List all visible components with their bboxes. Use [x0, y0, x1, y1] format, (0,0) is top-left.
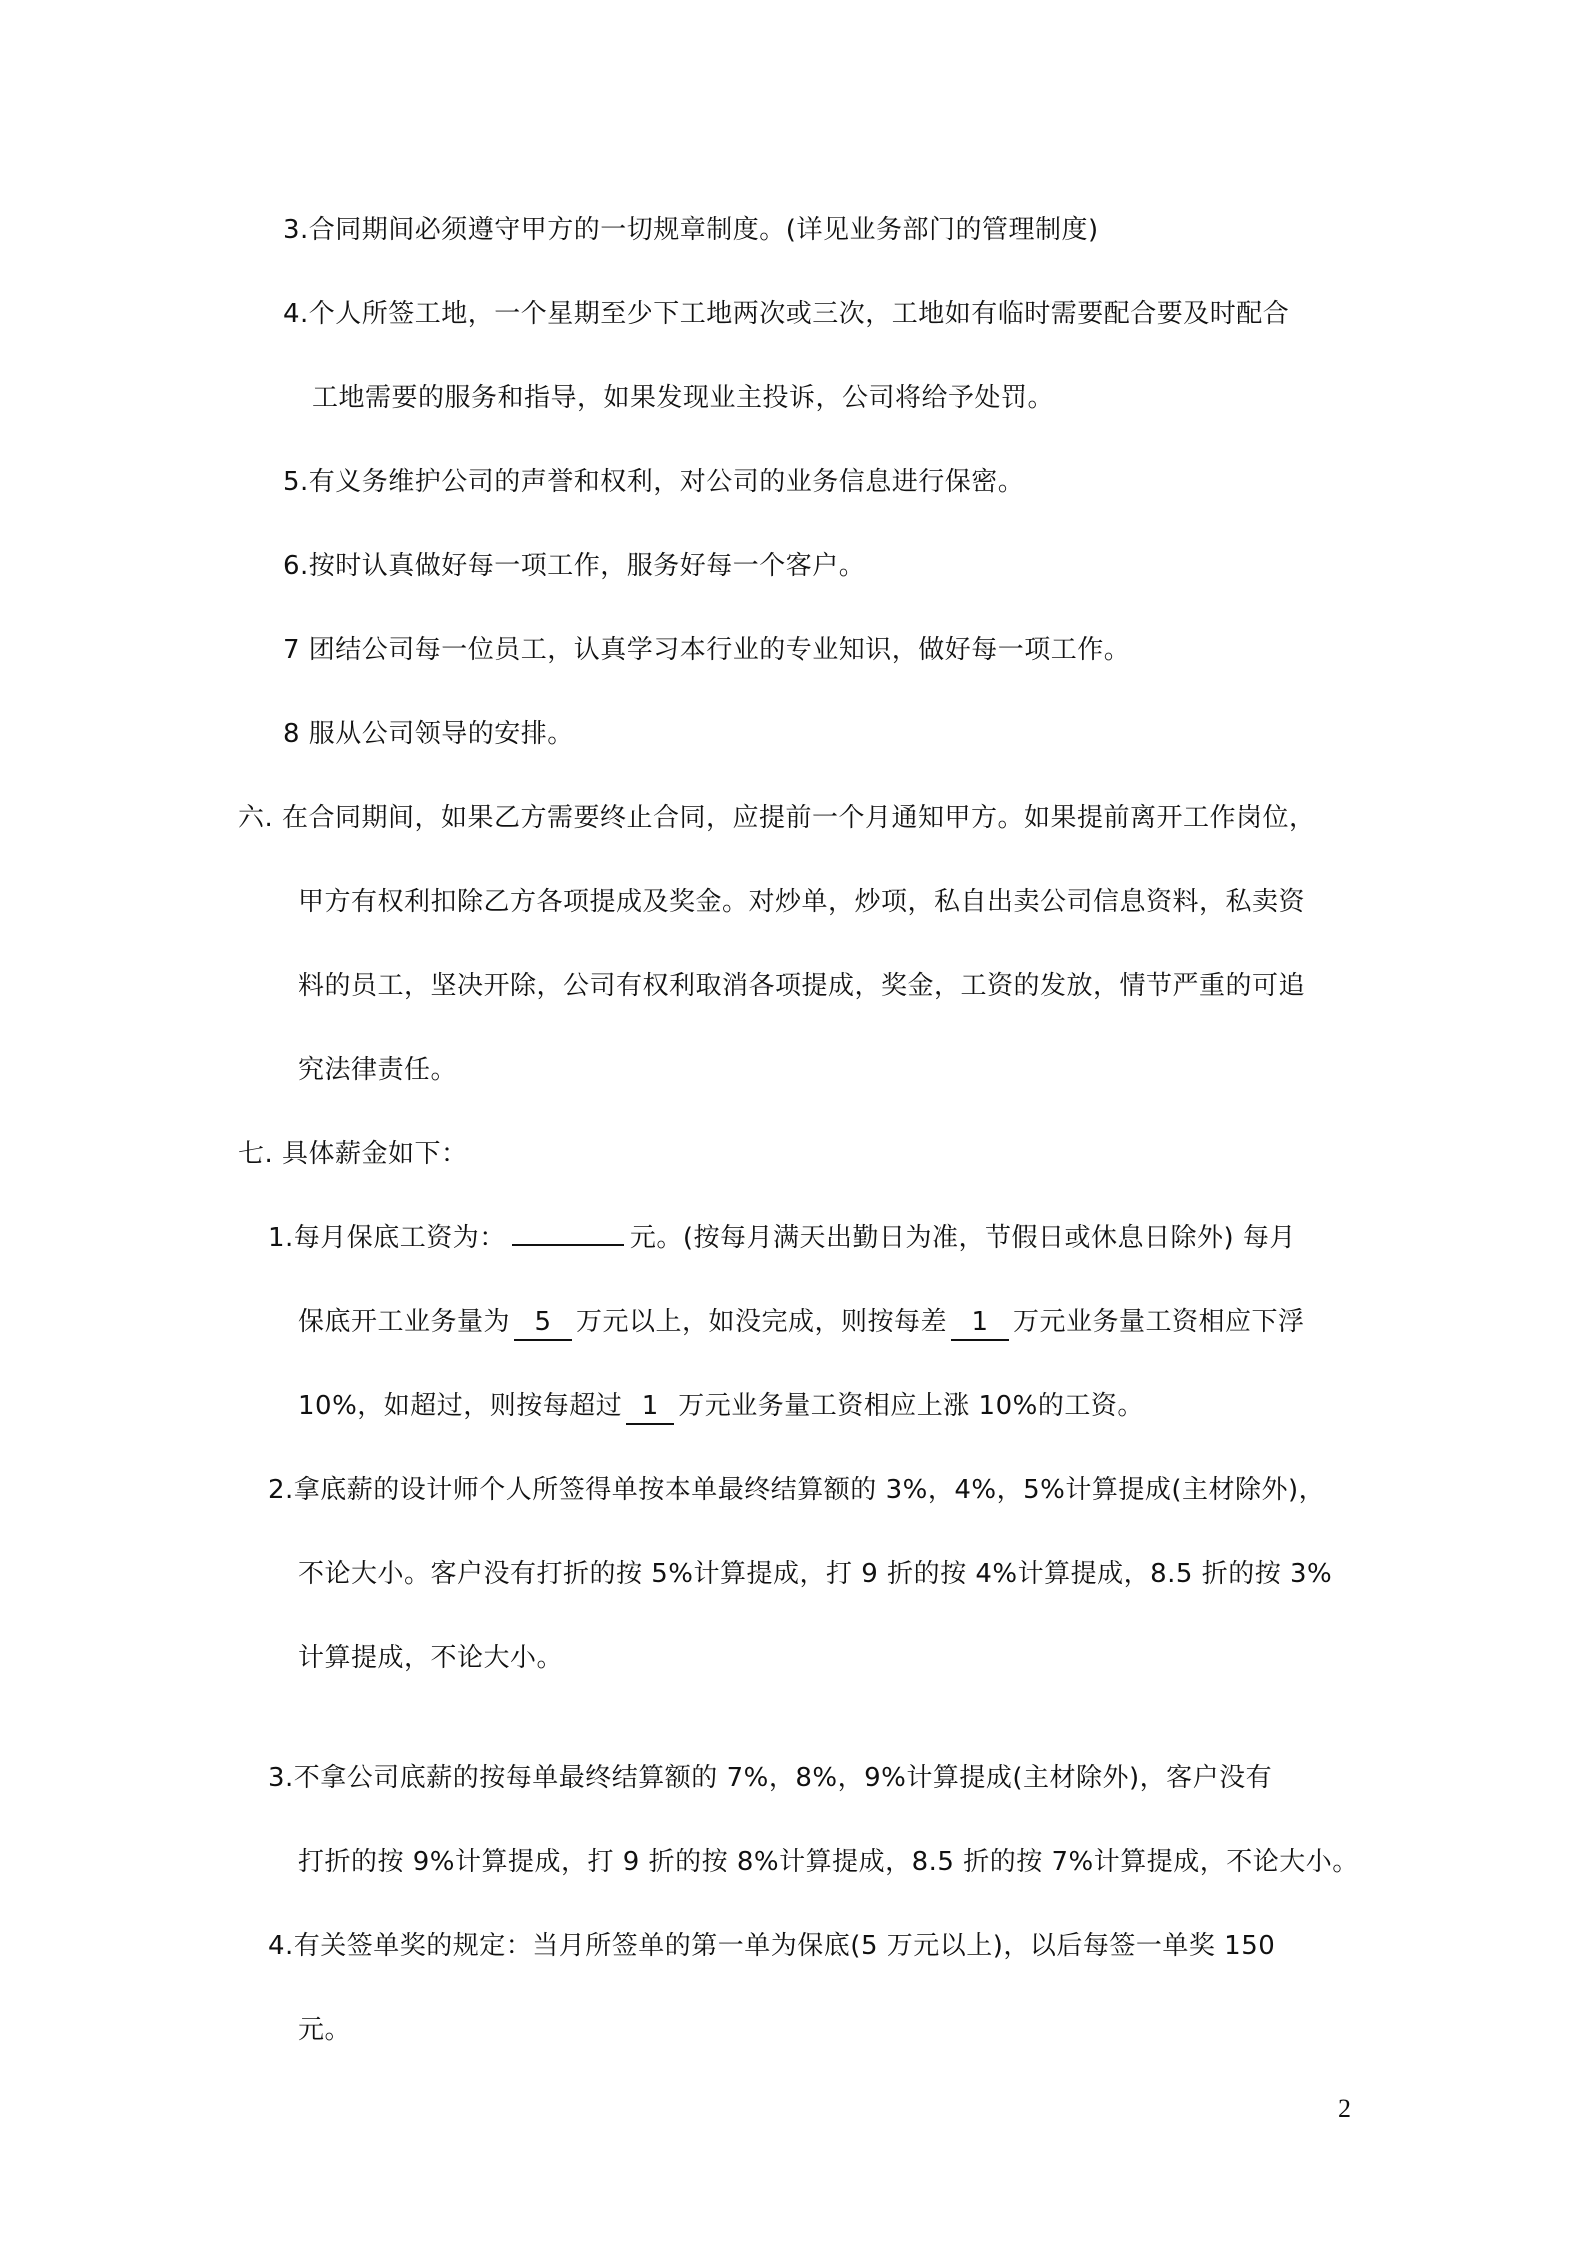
- salary-item-2-line3: 计算提成，不论大小。: [298, 1643, 564, 1673]
- salary-item-1-text-c: 万元业务量工资相应下浮: [1013, 1307, 1305, 1337]
- shortfall-unit-blank: 1: [951, 1305, 1009, 1341]
- salary-item-3-line2: 打折的按 9%计算提成，打 9 折的按 8%计算提成，8.5 折的按 7%计算提成，不论大小。: [298, 1847, 1359, 1877]
- salary-item-1-text-a: 保底开工业务量为: [298, 1307, 511, 1337]
- salary-item-4-line2: 元。: [298, 2015, 352, 2045]
- clause-5-7: 7 团结公司每一位员工，认真学习本行业的专业知识，做好每一项工作。: [283, 635, 1131, 665]
- clause-5-8: 8 服从公司领导的安排。: [283, 719, 574, 749]
- page-number: 2: [1338, 2094, 1351, 2123]
- clause-5-4-line1: 4.个人所签工地，一个星期至少下工地两次或三次，工地如有临时需要配合要及时配合: [283, 299, 1290, 329]
- min-volume-blank: 5: [514, 1305, 572, 1341]
- base-salary-blank: [512, 1244, 624, 1246]
- salary-item-2-line2: 不论大小。客户没有打折的按 5%计算提成，打 9 折的按 4%计算提成，8.5 折的按 3%: [298, 1559, 1333, 1589]
- section-7-heading: 七. 具体薪金如下：: [238, 1139, 468, 1169]
- salary-item-1-text: 元。(按每月满天出勤日为准，节假日或休息日除外) 每月: [629, 1223, 1296, 1253]
- salary-item-1-text-e: 万元业务量工资相应上涨 10%的工资。: [678, 1391, 1144, 1421]
- clause-5-3: 3.合同期间必须遵守甲方的一切规章制度。(详见业务部门的管理制度): [283, 215, 1099, 245]
- clause-5-6: 6.按时认真做好每一项工作，服务好每一个客户。: [283, 551, 866, 581]
- salary-item-1-line2: [298, 1302, 1305, 1342]
- salary-item-2-line1: 2.拿底薪的设计师个人所签得单按本单最终结算额的 3%，4%，5%计算提成(主材除外)，: [268, 1475, 1326, 1505]
- salary-item-4-line1: 4.有关签单奖的规定：当月所签单的第一单为保底(5 万元以上)，以后每签一单奖 150: [268, 1931, 1276, 1961]
- salary-item-1-text-b: 万元以上，如没完成，则按每差: [576, 1307, 948, 1337]
- section-6-line2: 甲方有权利扣除乙方各项提成及奖金。对炒单，炒项，私自出卖公司信息资料，私卖资: [298, 887, 1306, 917]
- section-6-line1: 六. 在合同期间，如果乙方需要终止合同，应提前一个月通知甲方。如果提前离开工作岗位，: [238, 803, 1316, 833]
- salary-item-3-line1: 3.不拿公司底薪的按每单最终结算额的 7%，8%，9%计算提成(主材除外)，客户没有: [268, 1763, 1273, 1793]
- salary-item-1-line3: [298, 1386, 1144, 1426]
- clause-5-4-line2: 工地需要的服务和指导，如果发现业主投诉，公司将给予处罚。: [312, 383, 1055, 413]
- clause-5-5: 5.有义务维护公司的声誉和权利，对公司的业务信息进行保密。: [283, 467, 1025, 497]
- salary-item-1-line1: [268, 1218, 1296, 1258]
- section-6-line3: 料的员工，坚决开除，公司有权利取消各项提成，奖金，工资的发放，情节严重的可追: [298, 971, 1306, 1001]
- excess-unit-blank: 1: [626, 1389, 674, 1425]
- salary-item-1-label: 1.每月保底工资为：: [268, 1223, 506, 1253]
- salary-item-1-text-d: 10%，如超过，则按每超过: [298, 1391, 623, 1421]
- section-6-line4: 究法律责任。: [298, 1055, 458, 1085]
